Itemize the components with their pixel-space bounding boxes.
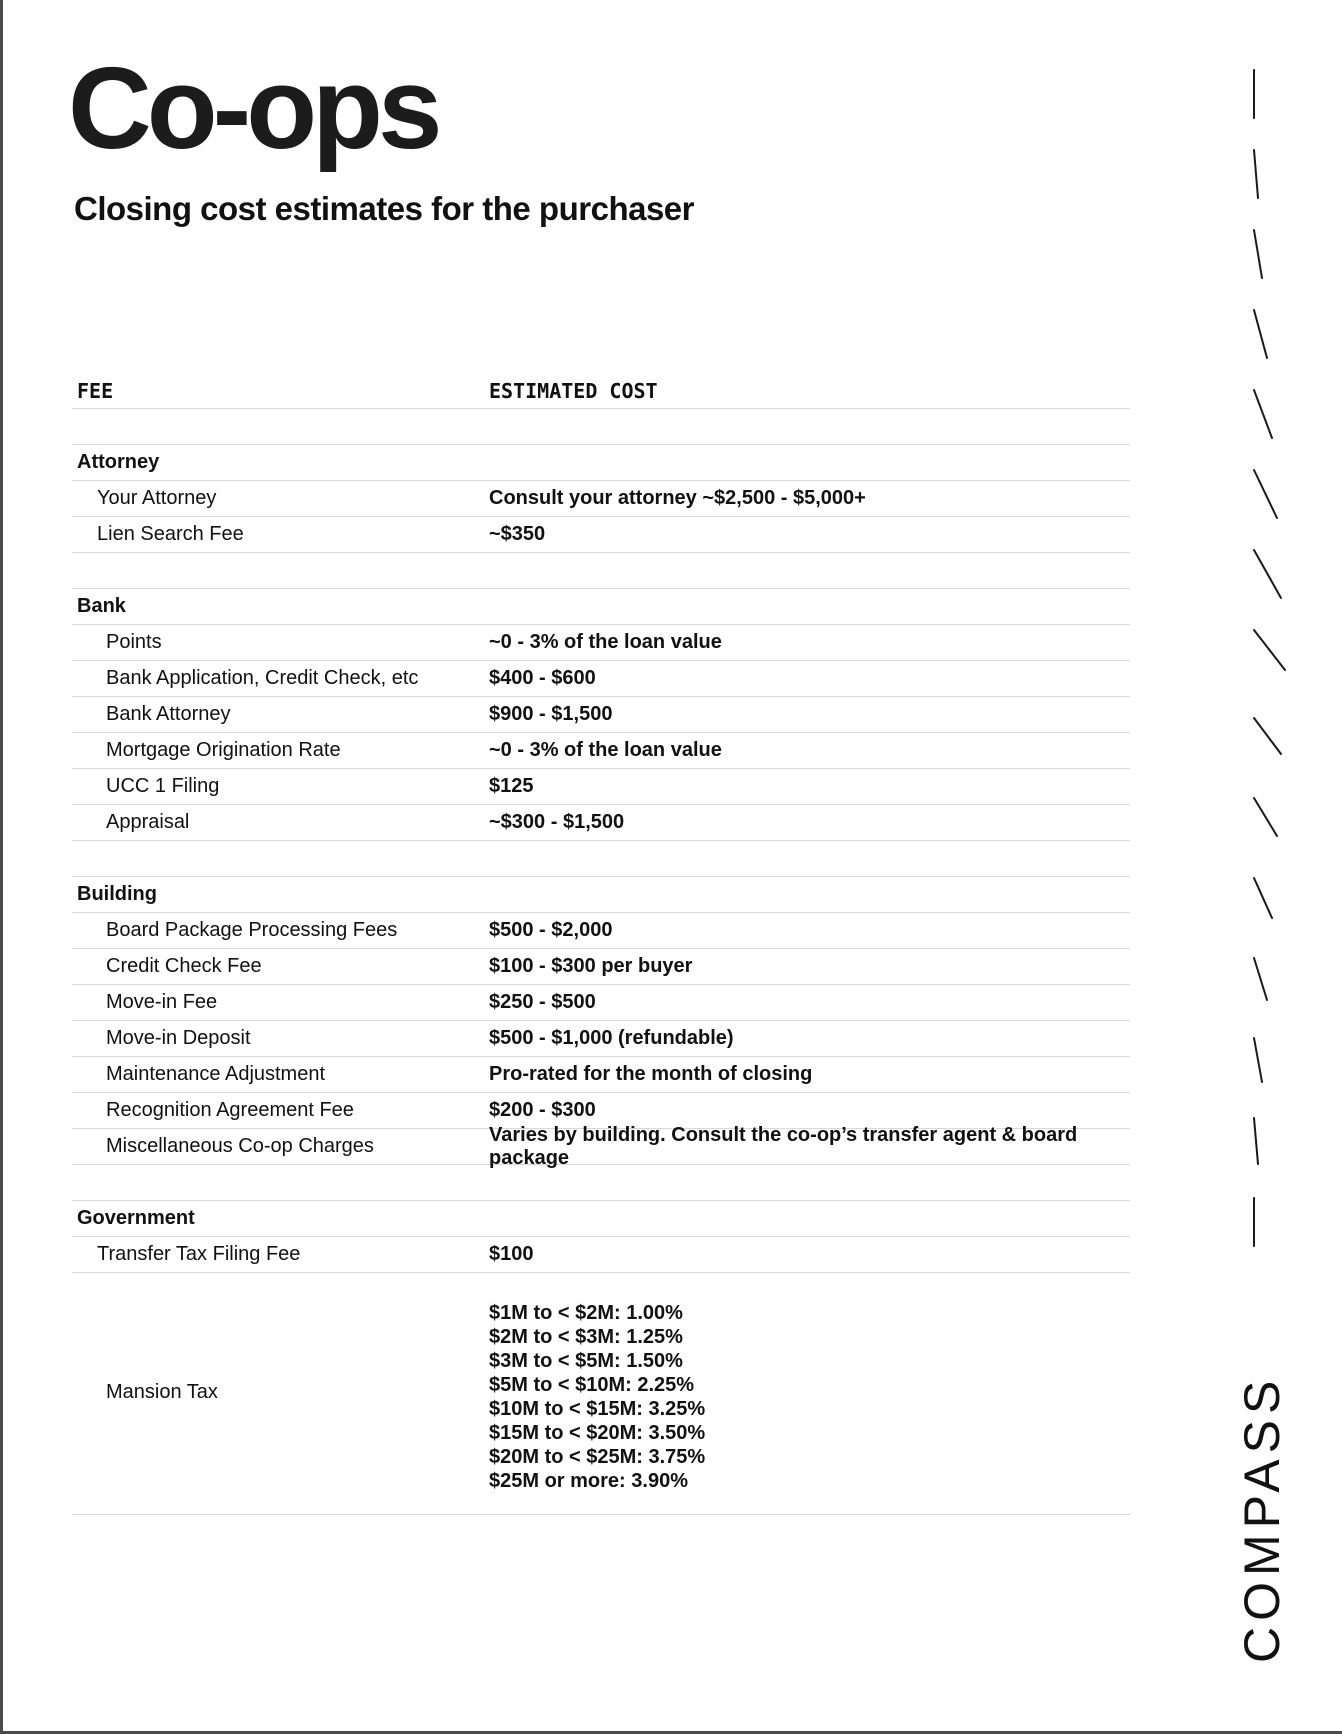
tick-line xyxy=(1254,550,1281,598)
fee-cost: ~0 - 3% of the loan value xyxy=(489,739,722,761)
tick-line xyxy=(1254,630,1285,670)
table-row xyxy=(72,1237,1130,1273)
fee-cost: $100 xyxy=(489,1243,534,1265)
tick-line xyxy=(1254,310,1267,358)
table-row xyxy=(72,1057,1130,1093)
tick-line xyxy=(1254,470,1277,518)
fee-cost: $200 - $300 xyxy=(489,1099,596,1121)
table-row xyxy=(72,697,1130,733)
page-subtitle: Closing cost estimates for the purchaser xyxy=(74,190,695,227)
section-attorney xyxy=(72,445,1130,481)
decorative-compass-lines xyxy=(1230,60,1320,1320)
tick-line xyxy=(1254,958,1267,1000)
section-label: Bank xyxy=(77,595,126,617)
table-row xyxy=(72,625,1130,661)
table-row xyxy=(72,1123,1130,1169)
fee-name: UCC 1 Filing xyxy=(106,775,220,797)
tick-line xyxy=(1254,878,1272,918)
tax-tier: $3M to < $5M: 1.50% xyxy=(489,1350,683,1372)
fee-name: Bank Attorney xyxy=(106,703,231,725)
fee-name: Maintenance Adjustment xyxy=(106,1063,326,1085)
tick-line xyxy=(1254,1118,1258,1164)
fee-name: Appraisal xyxy=(106,811,190,833)
fee-name: Mortgage Origination Rate xyxy=(106,739,341,761)
fee-cost: $400 - $600 xyxy=(489,667,596,689)
spacer-row xyxy=(72,553,1130,589)
tax-tier: $10M to < $15M: 3.25% xyxy=(489,1398,706,1420)
fee-name: Miscellaneous Co-op Charges xyxy=(106,1135,374,1157)
tick-line xyxy=(1254,230,1262,278)
table-row xyxy=(72,913,1130,949)
fee-cost: ~0 - 3% of the loan value xyxy=(489,631,722,653)
mansion-tax-row xyxy=(72,1273,1130,1515)
table-row xyxy=(72,985,1130,1021)
table-row xyxy=(72,769,1130,805)
section-label: Attorney xyxy=(77,451,160,473)
mansion-tax-tiers xyxy=(489,1301,705,1493)
section-government xyxy=(72,1201,1130,1237)
fee-column-header: FEE xyxy=(77,378,114,403)
spacer-row xyxy=(72,1165,1130,1201)
page-title: Co-ops xyxy=(68,43,438,173)
fee-cost: $500 - $2,000 xyxy=(489,919,613,941)
table-row xyxy=(72,517,1130,553)
fee-name: Transfer Tax Filing Fee xyxy=(97,1243,301,1265)
fee-name: Move-in Deposit xyxy=(106,1027,251,1049)
fee-name: Recognition Agreement Fee xyxy=(106,1099,354,1121)
tick-line xyxy=(1254,798,1277,836)
table-row xyxy=(72,661,1130,697)
section-label: Building xyxy=(77,883,157,905)
fee-name: Board Package Processing Fees xyxy=(106,919,398,941)
fee-cost: ~$300 - $1,500 xyxy=(489,811,625,833)
fee-name: Points xyxy=(106,631,162,653)
spacer-row xyxy=(72,841,1130,877)
fee-name: Move-in Fee xyxy=(106,991,218,1013)
fee-name: Credit Check Fee xyxy=(106,955,262,977)
fee-cost: Consult your attorney ~$2,500 - $5,000+ xyxy=(489,487,866,509)
tax-tier: $5M to < $10M: 2.25% xyxy=(489,1374,695,1396)
tick-line xyxy=(1254,390,1272,438)
tax-tier: $25M or more: 3.90% xyxy=(489,1470,688,1492)
fee-cost: ~$350 xyxy=(489,523,546,545)
tax-tier: $1M to < $2M: 1.00% xyxy=(489,1302,683,1324)
table-row xyxy=(72,1021,1130,1057)
table-header xyxy=(72,373,1130,409)
tick-line xyxy=(1254,150,1258,198)
fee-cost: $900 - $1,500 xyxy=(489,703,613,725)
fee-name: Bank Application, Credit Check, etc xyxy=(106,667,419,689)
fee-name: Mansion Tax xyxy=(106,1381,218,1403)
section-bank xyxy=(72,589,1130,625)
table-row xyxy=(72,481,1130,517)
spacer-row xyxy=(72,409,1130,445)
fee-cost: $250 - $500 xyxy=(489,991,596,1013)
tax-tier: $2M to < $3M: 1.25% xyxy=(489,1326,683,1348)
fee-cost: $500 - $1,000 (refundable) xyxy=(489,1027,734,1049)
table-row xyxy=(72,949,1130,985)
tick-line xyxy=(1254,1038,1262,1082)
closing-cost-table xyxy=(72,373,1130,1515)
fee-cost: Varies by building. Consult the co-op’s transfer agent & board package xyxy=(489,1123,1078,1169)
fee-cost: $100 - $300 per buyer xyxy=(489,955,693,977)
table-row xyxy=(72,733,1130,769)
tax-tier: $20M to < $25M: 3.75% xyxy=(489,1446,706,1468)
fee-name: Lien Search Fee xyxy=(97,523,244,545)
table-row xyxy=(72,805,1130,841)
section-building xyxy=(72,877,1130,913)
tick-line xyxy=(1254,718,1281,754)
tax-tier: $15M to < $20M: 3.50% xyxy=(489,1422,706,1444)
estimated-cost-column-header: ESTIMATED COST xyxy=(489,378,658,403)
compass-logo: COMPASS xyxy=(1234,1374,1290,1663)
fee-name: Your Attorney xyxy=(97,487,217,509)
section-label: Government xyxy=(77,1207,195,1229)
fee-cost: Pro-rated for the month of closing xyxy=(489,1063,813,1085)
fee-cost: $125 xyxy=(489,775,534,797)
